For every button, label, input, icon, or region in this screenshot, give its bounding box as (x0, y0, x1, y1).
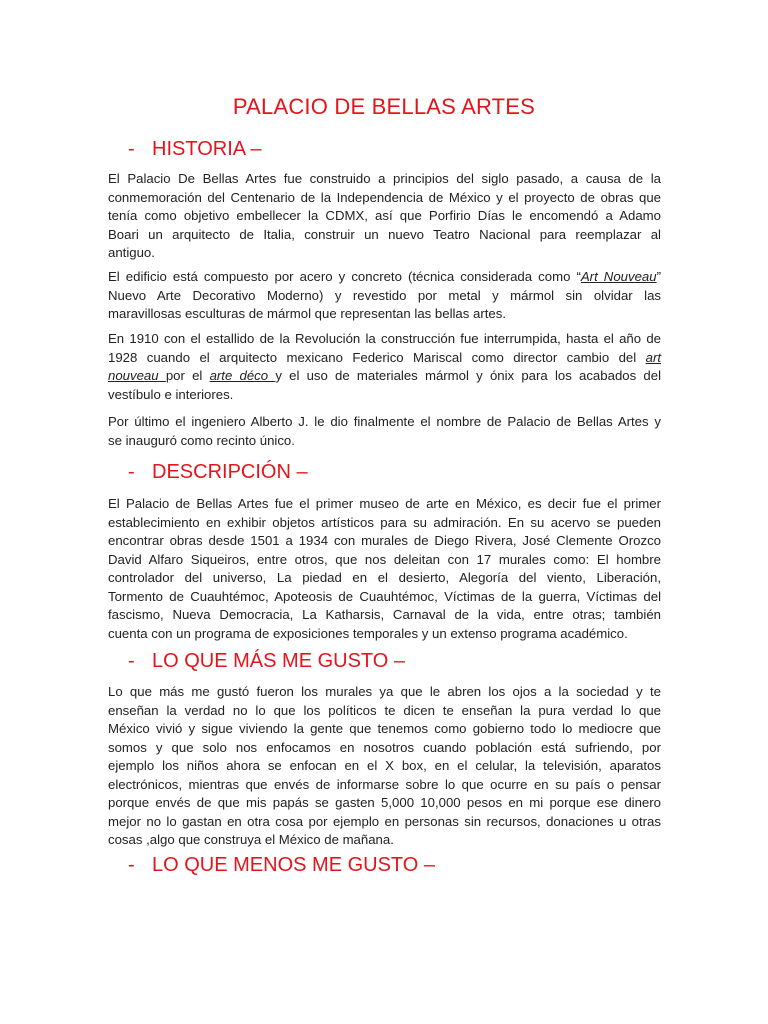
text-run: por el (165, 368, 210, 383)
text-line: El Palacio De Bellas Artes fue construido a principios del siglo pasado, a causa de la (108, 171, 661, 186)
art-term: art (645, 349, 661, 365)
text-line: Boari un arquitecto de Italia, construir un nuevo Teatro Nacional para reemplazar al (108, 226, 661, 242)
text-line: conmemoración del Centenario de la Independencia de México y el proyecto de obras que (108, 189, 661, 205)
text-line: Tormento de Cuauhtémoc, Apoteosis de Cuauhtémoc, Víctimas de la guerra, Víctimas del (108, 588, 661, 604)
text-line: porque envés de que mis papás se gasten 5,000 10,000 pesos en mi porque ese dinero (108, 795, 661, 810)
text-line: controlador del universo, La piedad en el desierto, Alegoría del viento, Liberación, (108, 570, 661, 585)
text-line: encontrar obras desde 1501 a 1934 con murales de Diego Rivera, José Clemente Orozco (108, 533, 661, 548)
text-line: Por último el ingeniero Alberto J. le dio finalmente el nombre de Palacio de Bellas Artes y (108, 414, 661, 429)
mas-gusto-paragraph (108, 683, 661, 850)
text-line: mejor no lo gastan en otra cosa por ejemplo en personas sin recursos, donaciones u otras (108, 813, 661, 829)
heading-dash: - (128, 461, 135, 483)
heading-text: LO QUE MENOS ME GUSTO – (152, 854, 436, 876)
text-line: El Palacio de Bellas Artes fue el primer museo de arte en México, es decir fue el primer (108, 496, 661, 511)
arte-deco-term: arte déco (209, 368, 276, 383)
text-line (108, 367, 661, 386)
page-title: PALACIO DE BELLAS ARTES (232, 94, 536, 119)
historia-paragraph-3 (108, 330, 661, 404)
text-run: ” (656, 269, 661, 284)
section-heading-historia (128, 136, 262, 162)
text-line: enseñan la verdad no lo que los políticos te dicen te enseñan la pura verdad lo que (108, 702, 661, 718)
section-heading-menos-gusto (128, 852, 435, 878)
section-heading-descripcion (128, 459, 308, 485)
text-line: antiguo. (108, 245, 155, 260)
historia-paragraph-4 (108, 413, 661, 450)
text-line: fascismo, Nueva Democracia, La Katharsis, Carnaval de la vida, entre otras; también (108, 607, 661, 622)
historia-paragraph-2 (108, 268, 661, 324)
text-line: establecimiento en exhibir objetos artísticos para su admiración. En su acervo se pueden (108, 514, 661, 530)
heading-text: LO QUE MÁS ME GUSTO – (152, 650, 406, 672)
text-run: 1928 cuando el arquitecto mexicano Federico Mariscal como director cambio del (108, 349, 646, 365)
text-run: El edificio está compuesto por acero y concreto (técnica considerada como “ (108, 269, 581, 284)
heading-text: DESCRIPCIÓN – (152, 461, 308, 483)
text-line: cuenta con un programa de exposiciones temporales y un extenso programa académico. (108, 625, 628, 641)
text-line: En 1910 con el estallido de la Revolución la construcción fue interrumpida, hasta el año de (108, 331, 661, 346)
text-line: México vivió y sigue viviendo la gente que tenemos como gobierno todo lo mediocre que (108, 721, 661, 736)
text-line: Nuevo Arte Decorativo Moderno) y revestido por metal y mármol sin olvidar las (108, 287, 661, 303)
heading-dash: - (128, 650, 135, 672)
text-line: vestíbulo e interiores. (108, 386, 234, 402)
text-line (108, 268, 661, 287)
text-line: David Alfaro Siqueiros, entre otros, que nos deleitan con 17 murales como: El hombre (108, 551, 661, 567)
text-line: Lo que más me gustó fueron los murales ya que le abren los ojos a la sociedad y te (108, 684, 661, 699)
nouveau-term: nouveau (108, 368, 166, 383)
text-line: tenía como objetivo embellecer la CDMX, así que Porfirio Días le encomendó a Adamo (108, 208, 661, 223)
text-line: somos y que solo nos enfocamos en nosotros cuando población está sufriendo, por (108, 739, 661, 755)
section-heading-mas-gusto (128, 648, 405, 674)
heading-text: HISTORIA – (152, 138, 262, 160)
text-line: cosas ,algo que construya el México de mañana. (108, 832, 394, 847)
text-line (108, 349, 661, 368)
descripcion-paragraph (108, 495, 661, 643)
historia-paragraph-1 (108, 170, 661, 263)
heading-dash: - (128, 854, 135, 876)
art-nouveau-term: Art Nouveau (580, 269, 657, 284)
text-run: y el uso de materiales mármol y ónix para los acabados del (275, 368, 662, 383)
text-line: ejemplo los niños ahora se enfocan en el X box, en el celular, la televisión, aparatos (108, 758, 661, 773)
text-line: se inauguró como recinto único. (108, 432, 295, 448)
text-line: electrónicos, mientras que envés de informarse sobre lo que ocurre en su país o pensar (108, 776, 661, 792)
text-line: maravillosas esculturas de mármol que representan las bellas artes. (108, 306, 507, 321)
heading-dash: - (128, 138, 135, 160)
